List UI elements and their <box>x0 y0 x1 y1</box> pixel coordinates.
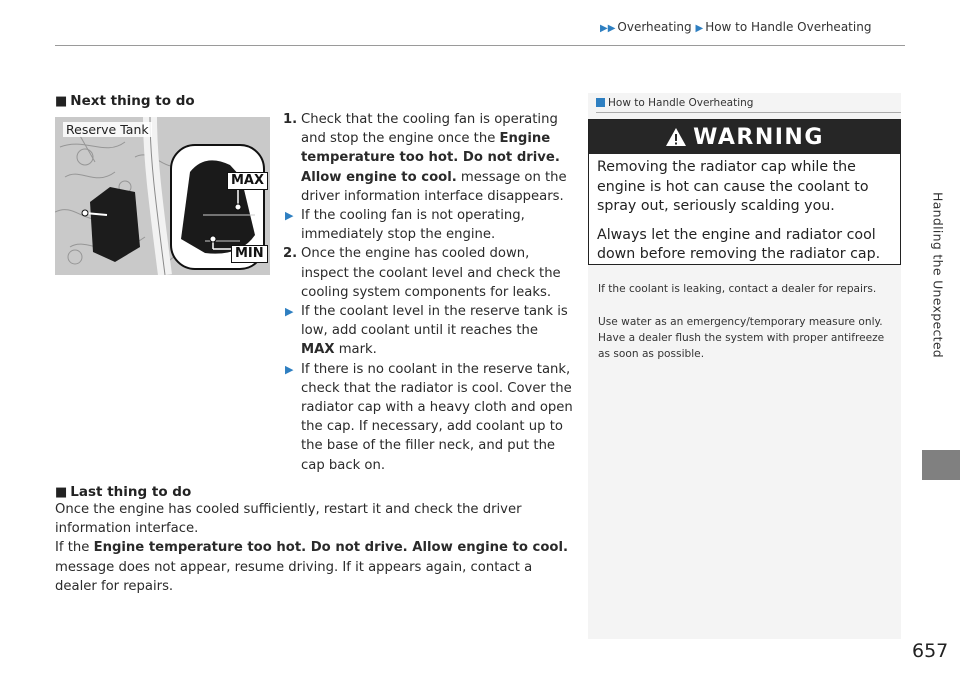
square-bullet-icon: ■ <box>55 485 68 500</box>
side-panel-title-text: How to Handle Overheating <box>608 97 754 109</box>
arrow-right-icon: ▶ <box>285 362 294 376</box>
breadcrumb-section[interactable]: Overheating <box>617 20 692 34</box>
step-1-sub-1-text: If the cooling fan is not operating, immediately stop the engine. <box>301 208 525 243</box>
last-thing-line-3: message does not appear, resume driving. If it appears again, contact a dealer for repairs. <box>55 559 533 594</box>
arrow-right-icon: ▶ <box>285 305 294 319</box>
side-panel <box>588 93 901 639</box>
step-2-sub-1-max: MAX <box>301 342 335 358</box>
breadcrumb-arrow-icon: ▶▶ <box>600 23 616 34</box>
arrow-right-icon: ▶ <box>285 209 294 223</box>
reserve-tank-figure <box>55 117 270 275</box>
warning-box <box>588 119 901 265</box>
next-thing-heading <box>55 93 195 109</box>
step-1-message: Engine temperature too hot. Do not drive. Allow engine to cool. <box>301 131 560 185</box>
step-2-text: Once the engine has cooled down, inspect the coolant level and check the cooling system components for leaks. <box>301 246 561 300</box>
side-tab-label: Handling the Unexpected <box>930 191 946 359</box>
step-2 <box>283 244 573 302</box>
side-tab-marker[interactable] <box>922 450 960 480</box>
header-divider <box>55 45 905 46</box>
if-the-text: If the <box>55 540 94 556</box>
last-thing-paragraph <box>55 500 575 596</box>
warning-triangle-icon <box>665 127 687 147</box>
step-2-sub-1 <box>283 302 573 360</box>
breadcrumb-page[interactable]: How to Handle Overheating <box>705 20 872 34</box>
breadcrumb <box>600 20 871 34</box>
step-2-sub-2 <box>283 360 573 475</box>
step-2-sub-1-before: If the coolant level in the reserve tank is low, add coolant until it reaches the <box>301 304 568 339</box>
step-2-sub-2-text: If there is no coolant in the reserve tank, check that the radiator is cool. Cover the radiator cap with a heavy cloth and open the cap. If necessary, add coolant up to the base of the filler neck, and put the cap back on. <box>301 361 573 473</box>
step-2-sub-1-after: mark. <box>334 342 377 358</box>
warning-paragraph-1: Removing the radiator cap while the engine is hot can cause the coolant to spray out, seriously scalding you. <box>597 159 869 214</box>
step-1-text-before: Check that the cooling fan is operating and stop the engine once the <box>301 112 558 147</box>
step-1-sub-1 <box>283 206 573 244</box>
reserve-tank-label: Reserve Tank <box>63 122 152 137</box>
next-thing-heading-text: Next thing to do <box>70 93 195 109</box>
warning-body <box>589 154 900 265</box>
next-steps-list <box>283 110 573 475</box>
step-1 <box>283 110 573 206</box>
warning-paragraph-2: Always let the engine and radiator cool down before removing the radiator cap. <box>597 226 881 262</box>
warning-header <box>589 120 900 154</box>
reference-icon <box>596 98 605 107</box>
min-callout: MIN <box>231 245 268 263</box>
last-thing-line-2 <box>55 538 575 557</box>
page-number: 657 <box>912 640 949 662</box>
max-callout: MAX <box>227 172 268 190</box>
step-2-number: 2. <box>283 246 298 262</box>
side-note-2: Use water as an emergency/temporary measure only. Have a dealer flush the system with proper antifreeze as soon as possible. <box>598 316 885 360</box>
side-panel-title <box>596 97 753 109</box>
last-thing-line-1: Once the engine has cooled sufficiently, restart it and check the driver information interface. <box>55 502 522 537</box>
breadcrumb-arrow-icon: ▶ <box>695 23 704 34</box>
last-thing-heading-text: Last thing to do <box>70 484 192 500</box>
step-1-text-after: message on the driver information interface disappears. <box>301 169 567 204</box>
step-1-number: 1. <box>283 112 298 127</box>
square-bullet-icon: ■ <box>55 94 68 109</box>
warning-label: WARNING <box>693 124 824 150</box>
last-thing-heading <box>55 484 191 500</box>
side-panel-divider <box>596 112 901 113</box>
last-thing-message: Engine temperature too hot. Do not drive. Allow engine to cool. <box>93 540 568 556</box>
side-note-1: If the coolant is leaking, contact a dealer for repairs. <box>598 283 877 295</box>
